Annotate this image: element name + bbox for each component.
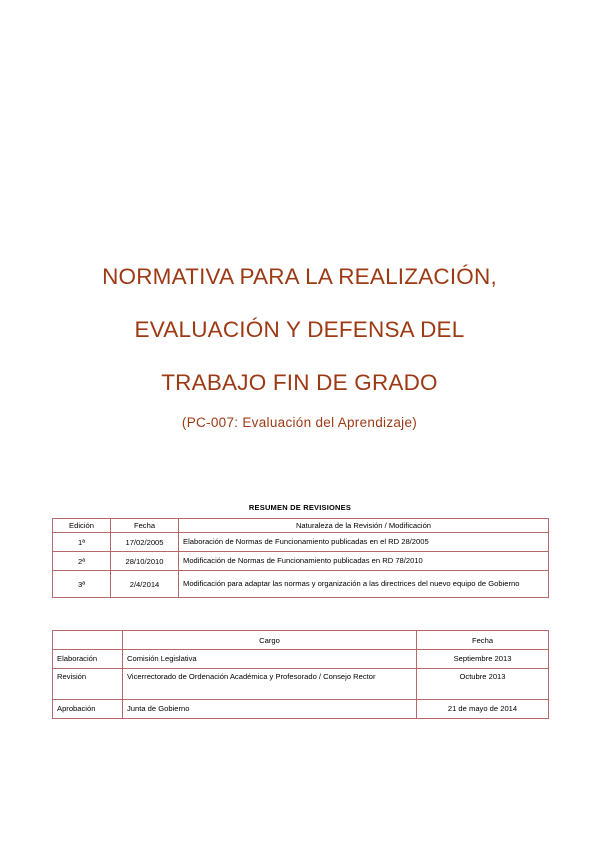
revision-edition: 3ª [53,571,111,598]
header-cargo: Cargo [123,631,417,650]
header-naturaleza: Naturaleza de la Revisión / Modificación [179,519,549,533]
document-title-line-1: NORMATIVA PARA LA REALIZACIÓN, [102,264,497,289]
approval-date: Octubre 2013 [417,669,549,700]
revision-edition: 2ª [53,552,111,571]
revisions-table [52,518,549,598]
document-title-line-3: TRABAJO FIN DE GRADO [161,370,438,395]
approval-header-row [53,631,549,650]
revisions-header-row [53,519,549,533]
revision-date: 17/02/2005 [111,533,179,552]
header-empty [53,631,123,650]
revision-description: Modificación de Normas de Funcionamiento publicadas en RD 78/2010 [179,552,549,571]
revisions-caption: RESUMEN DE REVISIONES [248,503,352,512]
document-title-block [0,250,599,430]
document-title-line-2: EVALUACIÓN Y DEFENSA DEL [134,317,465,342]
approval-stage: Elaboración [53,650,123,669]
approval-date: 21 de mayo de 2014 [417,700,549,719]
approval-stage: Aprobación [53,700,123,719]
table-row [53,533,549,552]
table-row [53,552,549,571]
table-row [53,700,549,719]
revision-date: 2/4/2014 [111,571,179,598]
table-row [53,650,549,669]
revision-date: 28/10/2010 [111,552,179,571]
header-edicion: Edición [53,519,111,533]
approval-date: Septiembre 2013 [417,650,549,669]
document-subtitle: (PC-007: Evaluación del Aprendizaje) [181,415,418,430]
approval-position: Comisión Legislativa [123,650,417,669]
table-row [53,571,549,598]
header-fecha: Fecha [111,519,179,533]
revision-description: Modificación para adaptar las normas y organización a las directrices del nuevo equipo de Gobierno [179,571,549,598]
approval-stage: Revisión [53,669,123,700]
revision-description: Elaboración de Normas de Funcionamiento publicadas en el RD 28/2005 [179,533,549,552]
approval-table [52,630,549,719]
approval-position: Vicerrectorado de Ordenación Académica y Profesorado / Consejo Rector [123,669,417,700]
revision-edition: 1ª [53,533,111,552]
header-fecha: Fecha [417,631,549,650]
table-row [53,669,549,700]
approval-position: Junta de Gobierno [123,700,417,719]
